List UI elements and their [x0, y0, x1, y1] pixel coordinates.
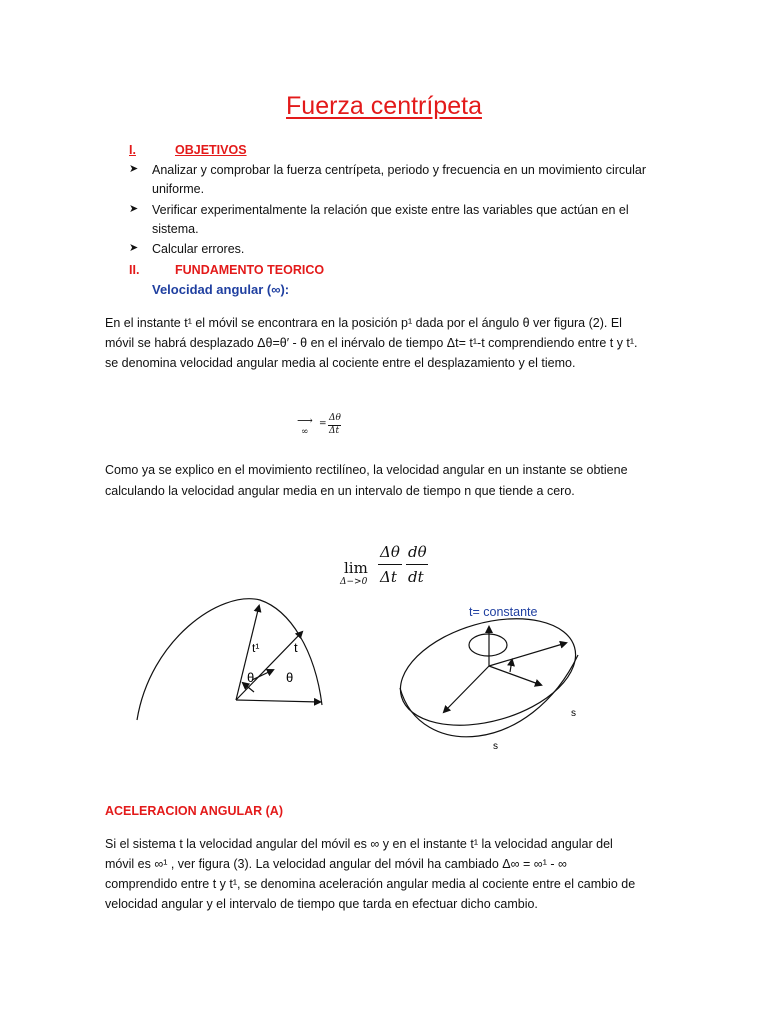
formula-1-equals: =	[319, 419, 327, 429]
right-arrow-icon: ⟶	[297, 414, 313, 427]
label-theta-1: θ	[247, 670, 255, 685]
formula-1-symbol: ∞	[301, 427, 309, 437]
paragraph-1-line-2: móvil se habrá desplazado Δθ=θ′ - θ en el inérvalo de tiempo Δt= t¹-t comprendiendo entre t y t¹.	[105, 336, 638, 350]
bullet-arrow-icon: ➤	[129, 163, 139, 175]
angle-arrow	[252, 670, 273, 680]
paragraph-1-line-3: se denomina velocidad angular media al cociente entre el desplazamiento y el tiemo.	[105, 356, 576, 370]
formula-1-numerator: Δθ	[329, 413, 341, 423]
disk-rim-arc	[400, 655, 578, 737]
radius-vector-left	[444, 666, 489, 712]
paragraph-1-line-1: En el instante t¹ el móvil se encontrara en la posición p¹ dada por el ángulo θ ver figura (2). El	[105, 316, 622, 330]
formula-1-denominator: Δt	[329, 426, 340, 436]
disk-outer-ellipse	[388, 600, 588, 744]
paragraph-2-line-2: calculando la velocidad angular media en un intervalo de tiempo n que tiende a cero.	[105, 484, 575, 498]
bullet-arrow-icon: ➤	[129, 242, 139, 254]
limit-numerator-2: dθ	[408, 543, 427, 561]
page-title: Fuerza centrípeta	[286, 92, 482, 120]
radius-vector-lower	[489, 666, 541, 685]
figure-right-caption: t= constante	[469, 605, 538, 619]
label-theta-2: θ	[286, 670, 294, 685]
objective-3-line-1: Calcular errores.	[152, 242, 245, 256]
objective-2-line-1: Verificar experimentalmente la relación que existe entre las variables que actúan en el	[152, 203, 629, 217]
label-s-1: s	[571, 708, 576, 719]
label-s-2: s	[493, 741, 498, 752]
velocity-subheading: Velocidad angular (∞):	[152, 282, 290, 297]
section-2-number: II.	[129, 263, 140, 277]
paragraph-2-line-1: Como ya se explico en el movimiento rectilíneo, la velocidad angular en un instante se obtiene	[105, 463, 628, 477]
paragraph-3-line-2: móvil es ∞¹ , ver figura (3). La velocidad angular del móvil ha cambiado Δ∞ = ∞¹ - ∞	[105, 857, 567, 871]
bullet-arrow-icon: ➤	[129, 203, 139, 215]
section-1-heading: OBJETIVOS	[175, 143, 247, 157]
section-3-heading: ACELERACION ANGULAR (A)	[105, 804, 283, 818]
small-vector	[510, 660, 512, 672]
paragraph-3-line-1: Si el sistema t la velocidad angular del móvil es ∞ y en el instante t¹ la velocidad angular del	[105, 837, 613, 851]
center-small-circle	[469, 634, 507, 656]
section-1-number: I.	[129, 143, 136, 157]
radius-vector-t	[236, 632, 302, 700]
limit-numerator-1: Δθ	[380, 543, 400, 561]
objective-1-line-2: uniforme.	[152, 182, 205, 196]
section-2-heading: FUNDAMENTO TEORICO	[175, 263, 325, 277]
limit-operator: lim	[344, 559, 368, 577]
radius-vector-base	[236, 700, 320, 702]
radius-vector-right	[489, 643, 566, 666]
limit-denominator-2: dt	[408, 568, 424, 586]
limit-subscript: Δ−>0	[340, 577, 368, 587]
objective-2-line-2: sistema.	[152, 222, 199, 236]
paragraph-3-line-3: comprendido entre t y t¹, se denomina aceleración angular media al cociente entre el cambio de	[105, 877, 636, 891]
label-t1: t¹	[252, 641, 260, 655]
paragraph-3-line-4: velocidad angular y el intervalo de tiempo que tarda en efectuar dicho cambio.	[105, 897, 538, 911]
limit-denominator-1: Δt	[380, 568, 397, 586]
label-t: t	[294, 640, 298, 655]
objective-1-line-1: Analizar y comprobar la fuerza centrípeta, periodo y frecuencia en un movimiento circular	[152, 163, 646, 177]
